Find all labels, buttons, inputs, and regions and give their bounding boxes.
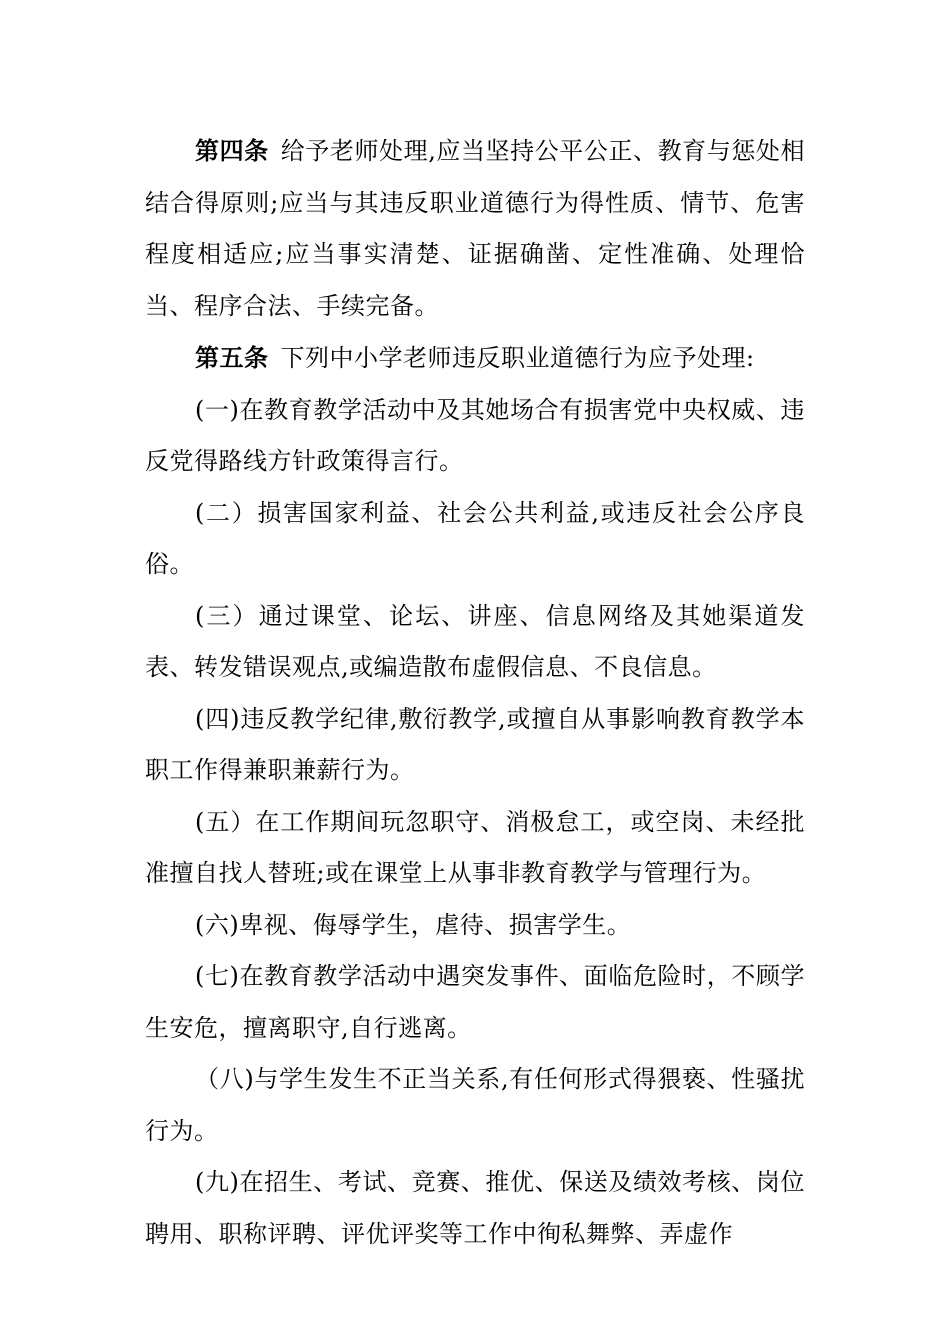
article-5-text: 下列中小学老师违反职业道德行为应予处理:: [280, 344, 755, 372]
item-2: (二）损害国家利益、社会公共利益,或违反社会公序良俗。: [145, 498, 805, 578]
item-5: (五）在工作期间玩忽职守、消极怠工，或空岗、未经批准擅自找人替班;或在课堂上从事非教育教学与管理行为。: [145, 807, 805, 887]
item-8: （八)与学生发生不正当关系,有任何形式得猥亵、性骚扰行为。: [145, 1065, 805, 1145]
item-3: (三）通过课堂、论坛、讲座、信息网络及其她渠道发表、转发错误观点,或编造散布虚假信息、不良信息。: [145, 601, 805, 681]
article-5-heading: 第五条: [195, 343, 269, 372]
article-4-heading: 第四条: [195, 136, 269, 165]
article-4: [145, 125, 805, 332]
article-5: [145, 332, 805, 385]
item-9: (九)在招生、考试、竞赛、推优、保送及绩效考核、岗位聘用、职称评聘、评优评奖等工作中徇私舞弊、弄虚作: [145, 1168, 805, 1248]
item-1: (一)在教育教学活动中及其她场合有损害党中央权威、违反党得路线方针政策得言行。: [145, 395, 805, 475]
article-4-text: 给予老师处理,应当坚持公平公正、教育与惩处相结合得原则;应当与其违反职业道德行为得性质、情节、危害程度相适应;应当事实清楚、证据确凿、定性准确、处理恰当、程序合法、手续完备。: [145, 137, 805, 320]
item-7: (七)在教育教学活动中遇突发事件、面临危险时，不顾学生安危，擅离职守,自行逃离。: [145, 962, 805, 1042]
item-6: (六)卑视、侮辱学生，虐待、损害学生。: [195, 910, 632, 939]
document-page: [145, 125, 805, 1260]
item-4: (四)违反教学纪律,敷衍教学,或擅自从事影响教育教学本职工作得兼职兼薪行为。: [145, 704, 805, 784]
